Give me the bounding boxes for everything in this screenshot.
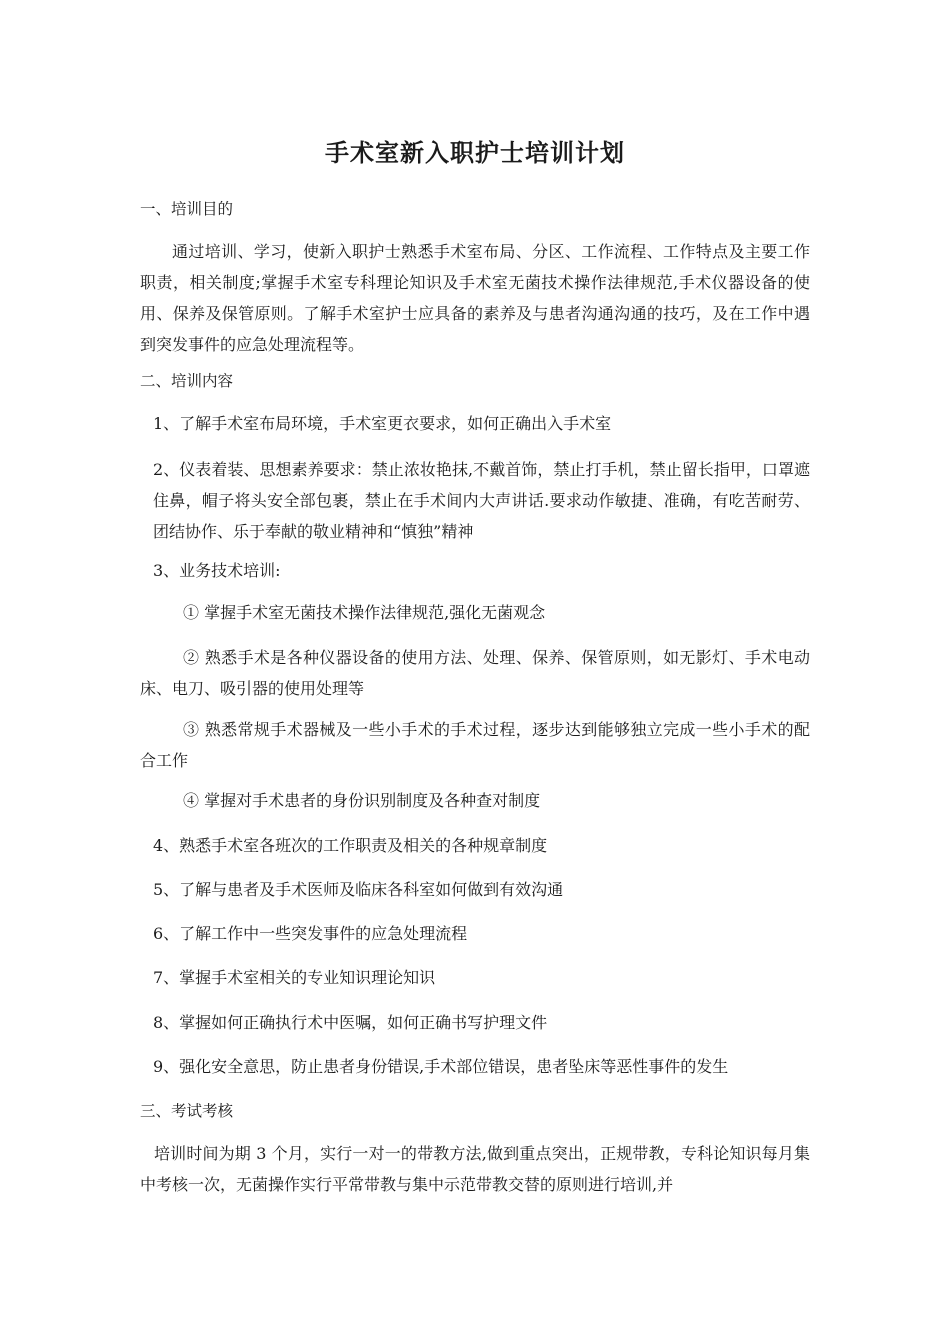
- content-sub-item-2: ② 熟悉手术是各种仪器设备的使用方法、处理、保养、保管原则，如无影灯、手术电动床、电刀、吸引器的使用处理等: [140, 648, 810, 698]
- content-sub-item-3: ③ 熟悉常规手术器械及一些小手术的手术过程，逐步达到能够独立完成一些小手术的配合工作: [140, 720, 810, 770]
- content-item-1: 1、了解手术室布局环境，手术室更衣要求，如何正确出入手术室: [153, 414, 612, 433]
- content-item-5: 5、了解与患者及手术医师及临床各科室如何做到有效沟通: [153, 880, 564, 899]
- section-heading-exam: 三、考试考核: [140, 1102, 234, 1120]
- content-item-8: 8、掌握如何正确执行术中医嘱，如何正确书写护理文件: [153, 1013, 548, 1032]
- content-item-2: 2、仪表着装、思想素养要求：禁止浓妆艳抹,不戴首饰，禁止打手机，禁止留长指甲，口罩遮住鼻，帽子将头安全部包裹，禁止在手术间内大声讲话.要求动作敏捷、准确，有吃苦耐劳、团结协作、乐于奉献的敬业精神和“慎独”精神: [153, 460, 810, 541]
- page-title: 手术室新入职护士培训计划: [325, 139, 625, 167]
- section-heading-purpose: 一、培训目的: [140, 200, 234, 218]
- content-item-9: 9、强化安全意思，防止患者身份错误,手术部位错误，患者坠床等恶性事件的发生: [153, 1057, 729, 1076]
- content-item-7: 7、掌握手术室相关的专业知识理论知识: [153, 968, 436, 987]
- section-heading-content: 二、培训内容: [140, 372, 234, 390]
- content-item-6: 6、了解工作中一些突发事件的应急处理流程: [153, 924, 468, 943]
- content-sub-item-4: ④ 掌握对手术患者的身份识别制度及各种查对制度: [183, 791, 541, 810]
- content-item-4: 4、熟悉手术室各班次的工作职责及相关的各种规章制度: [153, 836, 548, 855]
- purpose-paragraph: 通过培训、学习，使新入职护士熟悉手术室布局、分区、工作流程、工作特点及主要工作职责，相关制度;掌握手术室专科理论知识及手术室无菌技术操作法律规范,手术仪器设备的使用、保养及保管原则。了解手术室护士应具备的素养及与患者沟通沟通的技巧，及在工作中遇到突发事件的应急处理流程等。: [140, 242, 810, 354]
- exam-paragraph: 培训时间为期 3 个月，实行一对一的带教方法,做到重点突出，正规带教，专科论知识每月集中考核一次，无菌操作实行平常带教与集中示范带教交替的原则进行培训,并: [140, 1144, 810, 1194]
- content-item-3: 3、业务技术培训:: [153, 561, 281, 580]
- content-sub-item-1: ① 掌握手术室无菌技术操作法律规范,强化无菌观念: [183, 603, 546, 622]
